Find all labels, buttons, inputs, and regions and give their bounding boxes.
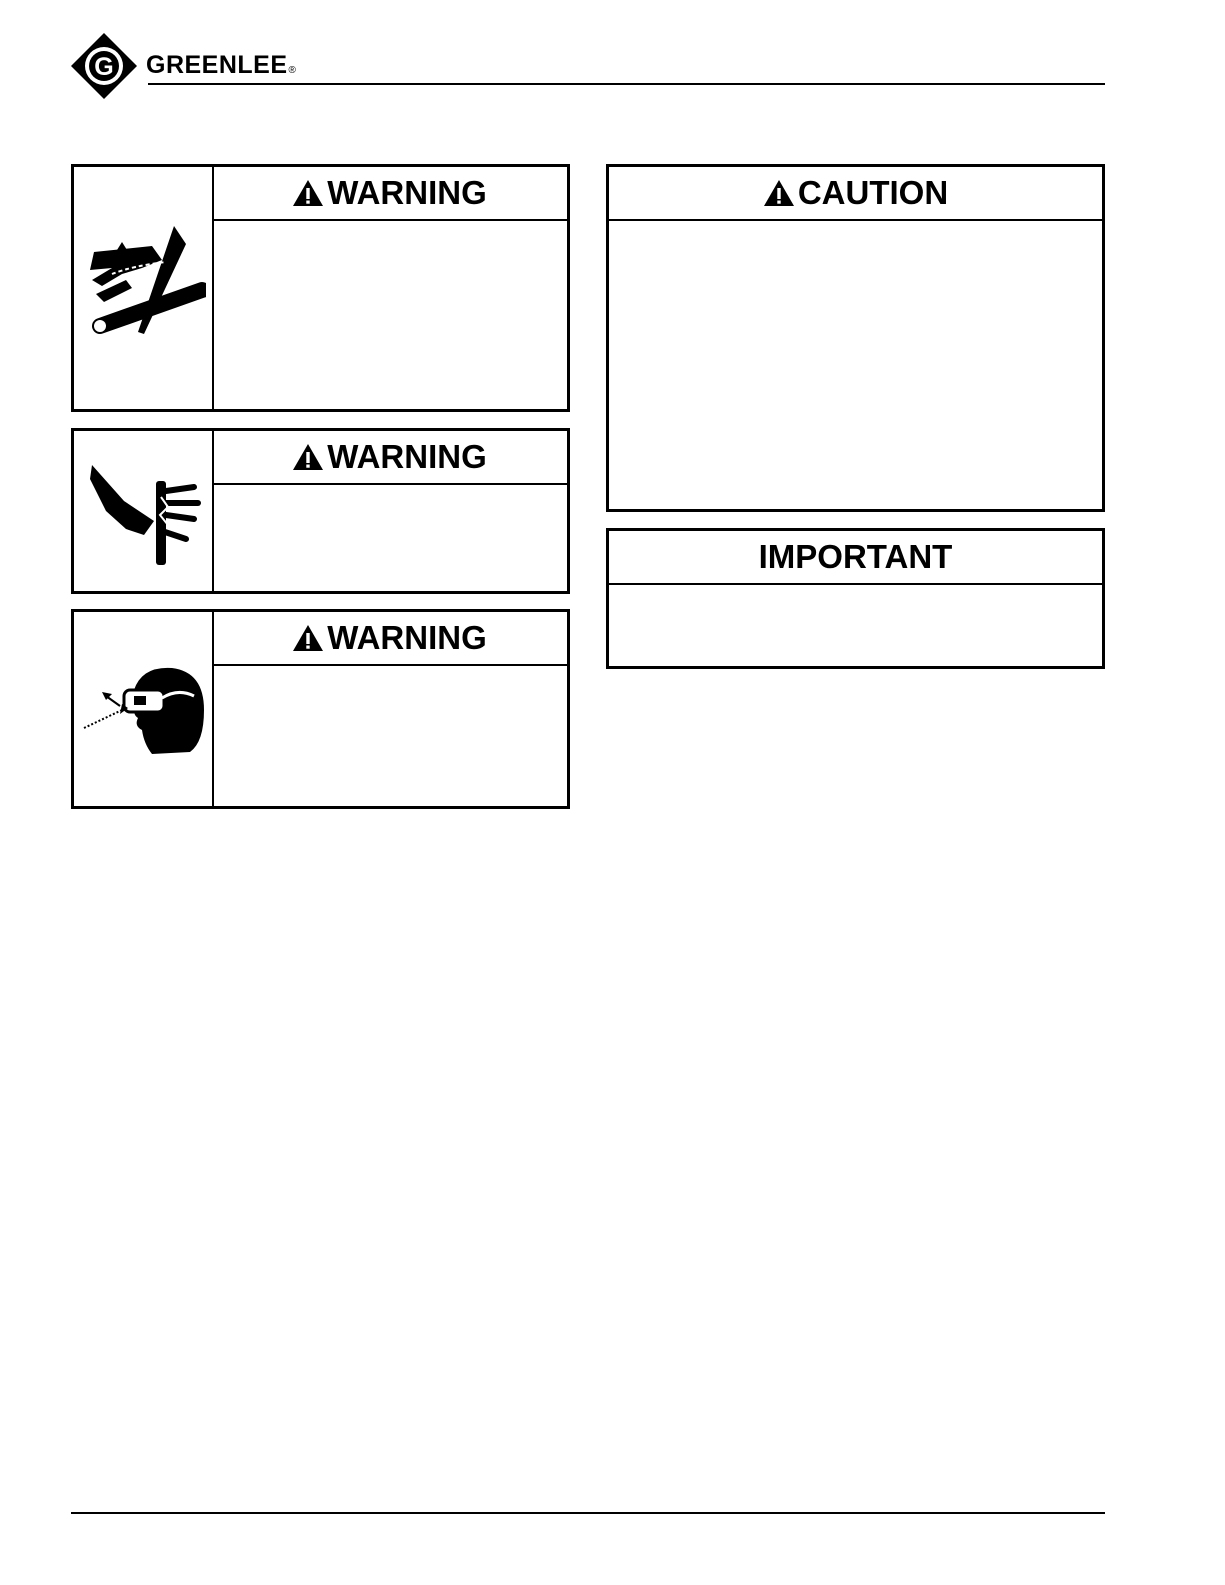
icon-cell	[74, 612, 214, 806]
signal-header	[609, 531, 1102, 585]
alert-triangle-icon	[292, 443, 324, 471]
warning-box-cut	[71, 164, 570, 412]
signal-header	[212, 431, 567, 485]
icon-cell	[74, 431, 214, 591]
alert-triangle-icon	[763, 179, 795, 207]
signal-word: IMPORTANT	[758, 538, 953, 575]
greenlee-logo-icon	[70, 32, 138, 100]
pinch-hazard-hand-icon	[82, 451, 206, 571]
signal-header	[212, 612, 567, 666]
icon-cell	[74, 167, 214, 409]
signal-word: WARNING	[327, 174, 487, 211]
warning-box-pinch	[71, 428, 570, 594]
eye-protection-goggles-icon	[82, 660, 206, 770]
brand-name	[146, 50, 296, 86]
registered-mark: ®	[288, 65, 297, 76]
brand-text: GREENLEE	[146, 51, 288, 79]
caution-box	[606, 164, 1105, 512]
footer-rule	[71, 1512, 1105, 1514]
alert-triangle-icon	[292, 624, 324, 652]
signal-word: WARNING	[327, 438, 487, 475]
signal-header	[212, 167, 567, 221]
warning-box-eye	[71, 609, 570, 809]
signal-word: CAUTION	[797, 174, 949, 211]
signal-header	[609, 167, 1102, 221]
header-rule	[148, 83, 1105, 85]
signal-word: WARNING	[327, 619, 487, 656]
cut-hazard-hand-icon	[82, 222, 206, 352]
important-box	[606, 528, 1105, 669]
alert-triangle-icon	[292, 179, 324, 207]
logo-letter: G	[94, 53, 114, 81]
